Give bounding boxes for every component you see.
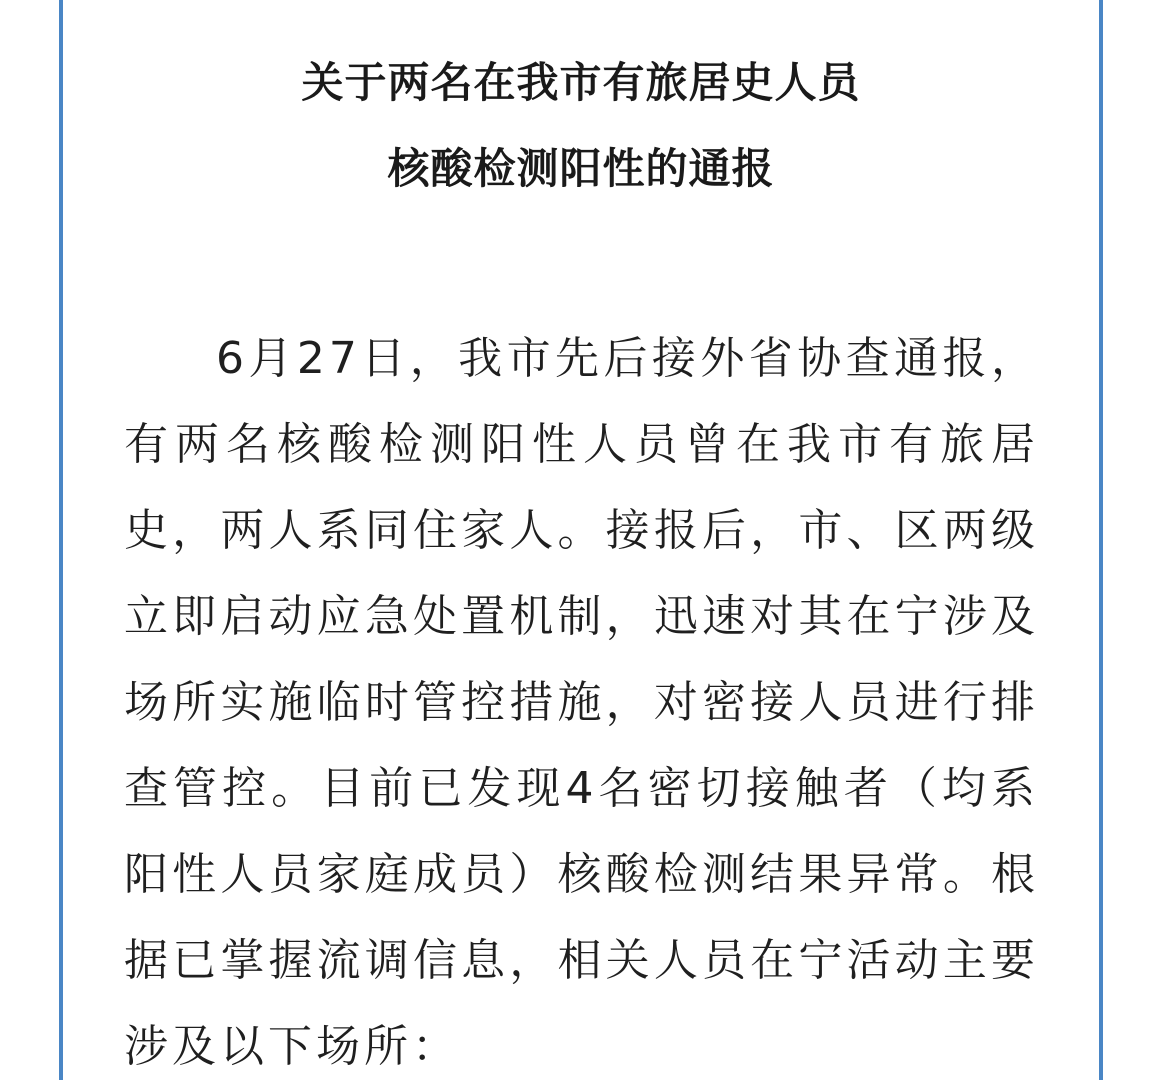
right-border-line bbox=[1099, 0, 1103, 1080]
notice-title-line-1: 关于两名在我市有旅居史人员 bbox=[301, 58, 861, 107]
notice-body-paragraph: 6月27日，我市先后接外省协查通报，有两名核酸检测阳性人员曾在我市有旅居史，两人系同住家人。接报后，市、区两级立即启动应急处置机制，迅速对其在宁涉及场所实施临时管控措施，对密接人员进行排查管控。目前已发现4名密切接触者（均系阳性人员家庭成员）核酸检测结果异常。根据已掌握流调信息，相关人员在宁活动主要涉及以下场所： bbox=[124, 333, 1039, 1072]
notice-title-line-2: 核酸检测阳性的通报 bbox=[387, 144, 775, 193]
